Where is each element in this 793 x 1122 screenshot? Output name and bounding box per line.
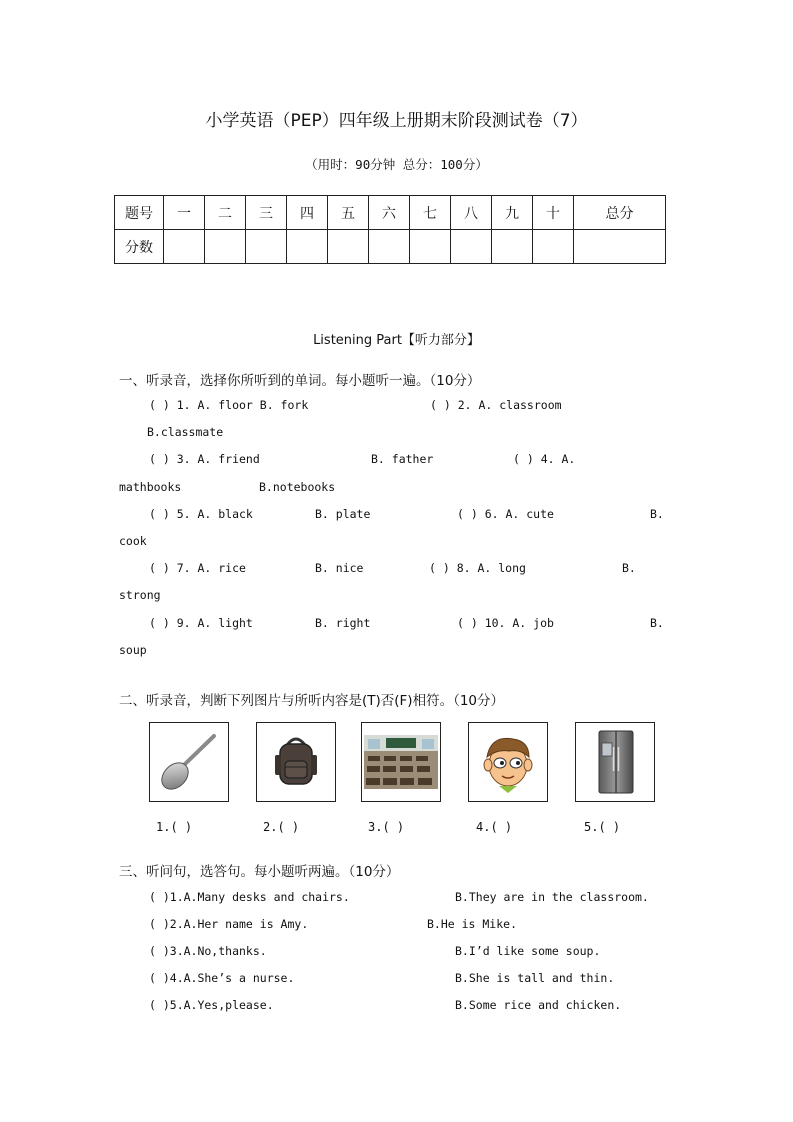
score-cell: 十 — [533, 196, 574, 230]
question-line: ( ) 9. A. light — [149, 616, 253, 630]
question-line: B. father — [371, 452, 434, 466]
score-blank-cell[interactable] — [369, 230, 410, 264]
picture-frame — [361, 722, 441, 802]
question-line: ( )4.A.She’s a nurse. — [149, 971, 295, 985]
score-cell: 八 — [451, 196, 492, 230]
question-line: ( ) 8. A. long — [429, 561, 526, 575]
question-line: ( ) 3. A. friend — [149, 452, 260, 466]
question-line: soup — [119, 643, 147, 657]
answer-option: B.I’d like some soup. — [455, 944, 601, 958]
answer-blank[interactable]: 5.( ) — [584, 820, 621, 834]
answer-blank[interactable]: 4.( ) — [476, 820, 513, 834]
question-line: B. — [622, 561, 636, 575]
score-blank-cell[interactable] — [205, 230, 246, 264]
answer-blank[interactable]: 2.( ) — [263, 820, 300, 834]
answer-option: B.They are in the classroom. — [455, 890, 649, 904]
page-title: 小学英语（PEP）四年级上册期末阶段测试卷（7） — [205, 111, 588, 131]
score-blank-cell[interactable] — [451, 230, 492, 264]
picture-frame — [256, 722, 336, 802]
score-cell: 三 — [246, 196, 287, 230]
score-cell: 四 — [287, 196, 328, 230]
section1-heading: 一、听录音，选择你所听到的单词。每小题听一遍。（10分） — [119, 373, 481, 389]
question-line: ( ) 2. A. classroom — [430, 398, 562, 412]
score-cell: 二 — [205, 196, 246, 230]
answer-option: B.She is tall and thin. — [455, 971, 615, 985]
spoon-icon — [150, 723, 228, 801]
score-blank-cell[interactable] — [533, 230, 574, 264]
score-cell: 总分 — [574, 196, 666, 230]
score-cell: 一 — [164, 196, 205, 230]
question-line: B. plate — [315, 507, 371, 521]
question-line: ( )2.A.Her name is Amy. — [149, 917, 309, 931]
score-cell: 九 — [492, 196, 533, 230]
question-line: ( ) 5. A. black — [149, 507, 253, 521]
question-line: strong — [119, 588, 161, 602]
question-line: B. — [650, 616, 664, 630]
question-line: cook — [119, 534, 147, 548]
question-line: ( ) 10. A. job — [457, 616, 554, 630]
listening-part-heading: Listening Part【听力部分】 — [313, 333, 480, 348]
score-blank-cell[interactable] — [574, 230, 666, 264]
score-cell: 六 — [369, 196, 410, 230]
question-line: B. nice — [315, 561, 364, 575]
fridge-icon — [576, 723, 654, 801]
score-blank-cell[interactable] — [164, 230, 205, 264]
question-line: B.notebooks — [259, 480, 336, 494]
question-line: ( )5.A.Yes,please. — [149, 998, 274, 1012]
picture-frame — [149, 722, 229, 802]
backpack-icon — [257, 723, 335, 801]
classroom-icon — [362, 723, 440, 801]
score-blank-cell[interactable] — [492, 230, 533, 264]
section3-heading: 三、听问句，选答句。每小题听两遍。（10分） — [119, 864, 400, 880]
section2-heading: 二、听录音，判断下列图片与所听内容是(T)否(F)相符。（10分） — [119, 693, 505, 709]
question-line: B. — [650, 507, 664, 521]
answer-blank[interactable]: 3.( ) — [368, 820, 405, 834]
question-line: ( ) 4. A. — [513, 452, 576, 466]
question-line: ( )1.A.Many desks and chairs. — [149, 890, 350, 904]
score-table-score-row — [115, 230, 666, 264]
score-blank-cell[interactable] — [328, 230, 369, 264]
question-line: B.classmate — [147, 425, 224, 439]
score-cell: 五 — [328, 196, 369, 230]
question-line: B. right — [315, 616, 371, 630]
score-table-header-row — [115, 196, 666, 230]
score-blank-cell[interactable] — [410, 230, 451, 264]
score-cell: 七 — [410, 196, 451, 230]
exam-info: （用时：90分钟 总分：100分） — [305, 157, 488, 172]
score-cell: 题号 — [115, 196, 164, 230]
score-blank-cell[interactable] — [287, 230, 328, 264]
picture-frame — [575, 722, 655, 802]
answer-option: B.He is Mike. — [427, 917, 518, 931]
boy-icon — [469, 723, 547, 801]
score-table — [114, 195, 666, 264]
score-cell: 分数 — [115, 230, 164, 264]
picture-frame — [468, 722, 548, 802]
question-line: mathbooks — [119, 480, 182, 494]
question-line: ( ) 7. A. rice — [149, 561, 246, 575]
answer-blank[interactable]: 1.( ) — [156, 820, 193, 834]
question-line: ( ) 1. A. floor B. fork — [149, 398, 309, 412]
question-line: ( ) 6. A. cute — [457, 507, 554, 521]
question-line: ( )3.A.No,thanks. — [149, 944, 267, 958]
score-blank-cell[interactable] — [246, 230, 287, 264]
answer-option: B.Some rice and chicken. — [455, 998, 622, 1012]
